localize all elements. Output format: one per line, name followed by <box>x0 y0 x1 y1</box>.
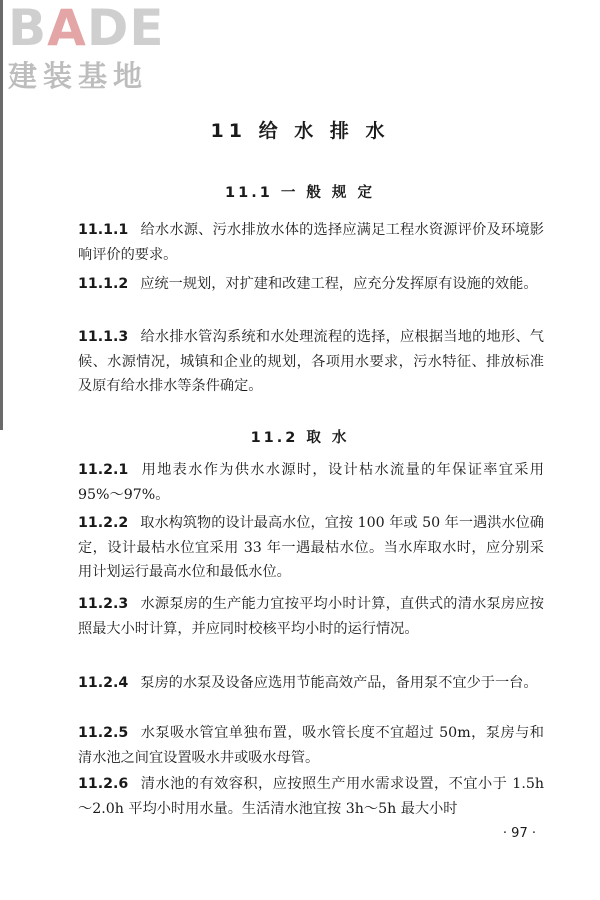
logo-wordmark: BADE <box>8 0 165 57</box>
logo-subtitle: 建装基地 <box>8 59 149 93</box>
clause-paragraph <box>78 511 544 585</box>
clause-text: 清水池的有效容积，应按照生产用水需求设置，不宜小于 1.5h～2.0h 平均小时用水量。生活清水池宜按 3h～5h 最大小时 <box>78 776 544 817</box>
clause-text: 用地表水作为供水水源时，设计枯水流量的年保证率宜采用 95%～97%。 <box>78 462 544 503</box>
page-number: · 97 · <box>502 826 536 841</box>
clause-number: 11.2.5 <box>78 725 129 741</box>
scan-shadow-edge <box>0 0 3 430</box>
clause-number: 11.2.1 <box>78 462 129 478</box>
clause-paragraph <box>78 721 544 770</box>
clause-text: 取水构筑物的设计最高水位，宜按 100 年或 50 年一遇洪水位确定，设计最枯水位宜采用 33 年一遇最枯水位。当水库取水时，应分别采用计划运行最高水位和最低水位。 <box>78 515 544 580</box>
clause-paragraph <box>78 325 544 399</box>
clause-text: 应统一规划，对扩建和改建工程，应充分发挥原有设施的效能。 <box>140 276 538 292</box>
clause-number: 11.2.4 <box>78 675 129 691</box>
clause-number: 11.2.2 <box>78 515 129 531</box>
clause-paragraph <box>78 218 544 267</box>
clause-number: 11.2.6 <box>78 776 129 792</box>
chapter-title: 11 给 水 排 水 <box>210 120 390 142</box>
clause-text: 给水水源、污水排放水体的选择应满足工程水资源评价及环境影响评价的要求。 <box>78 222 544 263</box>
clause-text: 水泵吸水管宜单独布置，吸水管长度不宜超过 50m，泵房与和清水池之间宜设置吸水井或吸水母管。 <box>78 725 544 766</box>
clause-paragraph <box>78 272 544 297</box>
clause-text: 泵房的水泵及设备应选用节能高效产品，备用泵不宜少于一台。 <box>140 675 538 691</box>
clause-paragraph <box>78 458 544 507</box>
clause-number: 11.1.3 <box>78 329 129 345</box>
clause-paragraph <box>78 592 544 641</box>
watermark-logo <box>8 2 178 94</box>
clause-number: 11.2.3 <box>78 596 129 612</box>
clause-paragraph <box>78 772 544 821</box>
clause-text: 给水排水管沟系统和水处理流程的选择，应根据当地的地形、气候、水源情况，城镇和企业的规划，各项用水要求，污水特征、排放标准及原有给水排水等条件确定。 <box>78 329 544 394</box>
clause-text: 水源泵房的生产能力宜按平均小时计算，直供式的清水泵房应按照最大小时计算，并应同时校核平均小时的运行情况。 <box>78 596 544 637</box>
clause-number: 11.1.2 <box>78 276 129 292</box>
section-title: 11.2 取 水 <box>250 430 350 446</box>
clause-number: 11.1.1 <box>78 222 129 238</box>
clause-paragraph <box>78 671 544 696</box>
section-title: 11.1 一 般 规 定 <box>225 185 375 201</box>
